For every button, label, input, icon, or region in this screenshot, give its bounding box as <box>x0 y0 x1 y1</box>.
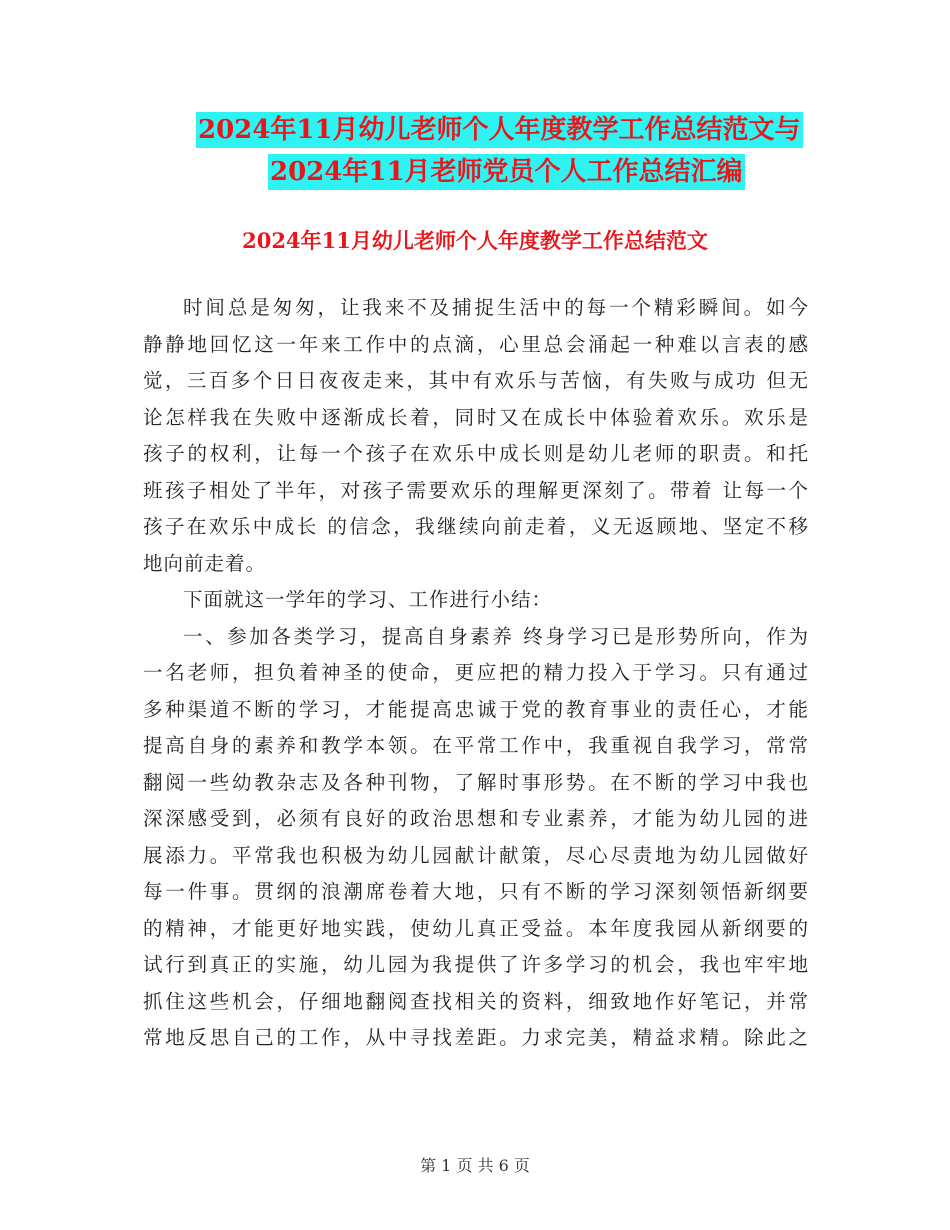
text-line: 论怎样我在失败中逐渐成长着，同时又在成长中体验着欢乐。欢乐是 <box>143 405 809 429</box>
title-line-1: 2024年11月幼儿老师个人年度教学工作总结范文与 <box>196 112 803 148</box>
text-line: 展添力。平常我也积极为幼儿园献计献策，尽心尽责地为幼儿园做好 <box>143 843 809 867</box>
text-line: 地向前走着。 <box>143 551 267 575</box>
text-line: 时间总是匆匆，让我来不及捕捉生活中的每一个精彩瞬间。如今 <box>183 296 809 319</box>
text-line: 的精神，才能更好地实践，使幼儿真正受益。本年度我园从新纲要的 <box>143 916 809 940</box>
text-line: 静静地回忆这一年来工作中的点滴，心里总会涌起一种难以言表的感 <box>143 332 809 356</box>
text-line: 翻阅一些幼教杂志及各种刊物，了解时事形势。在不断的学习中我也 <box>143 770 809 794</box>
text-line: 提高自身的素养和教学本领。在平常工作中，我重视自我学习，常常 <box>143 734 809 757</box>
body-text <box>143 290 809 1057</box>
text-line: 抓住这些机会，仔细地翻阅查找相关的资料，细致地作好笔记，并常 <box>143 989 809 1013</box>
text-line: 班孩子相处了半年，对孩子需要欢乐的理解更深刻了。带着 让每一个 <box>143 478 809 502</box>
title-line-2: 2024年11月老师党员个人工作总结汇编 <box>268 154 745 190</box>
text-line: 下面就这一学年的学习、工作进行小结： <box>183 588 553 611</box>
text-line: 每一件事。贯纲的浪潮席卷着大地，只有不断的学习深刻领悟新纲要 <box>143 880 809 903</box>
text-line: 一名老师，担负着神圣的使命，更应把的精力投入于学习。只有通过 <box>143 661 809 684</box>
page-footer: 第 1 页 共 6 页 <box>420 1156 530 1175</box>
text-line: 孩子的权利，让每一个孩子在欢乐中成长则是幼儿老师的职责。和托 <box>143 442 809 465</box>
text-line: 常地反思自己的工作，从中寻找差距。力求完美，精益求精。除此之 <box>143 1026 809 1049</box>
text-line: 孩子在欢乐中成长 的信念，我继续向前走着，义无返顾地、坚定不移 <box>143 515 809 538</box>
text-line: 深深感受到，必须有良好的政治思想和专业素养，才能为幼儿园的进 <box>143 807 809 830</box>
text-line: 试行到真正的实施，幼儿园为我提供了许多学习的机会，我也牢牢地 <box>143 953 809 976</box>
text-line: 觉，三百多个日日夜夜走来，其中有欢乐与苦恼，有失败与成功 但无 <box>143 369 809 392</box>
section-heading: 2024年11月幼儿老师个人年度教学工作总结范文 <box>242 228 708 253</box>
text-line: 多种渠道不断的学习，才能提高忠诚于党的教育事业的责任心，才能 <box>143 697 809 721</box>
text-line: 一、参加各类学习，提高自身素养 终身学习已是形势所向，作为 <box>183 624 809 648</box>
